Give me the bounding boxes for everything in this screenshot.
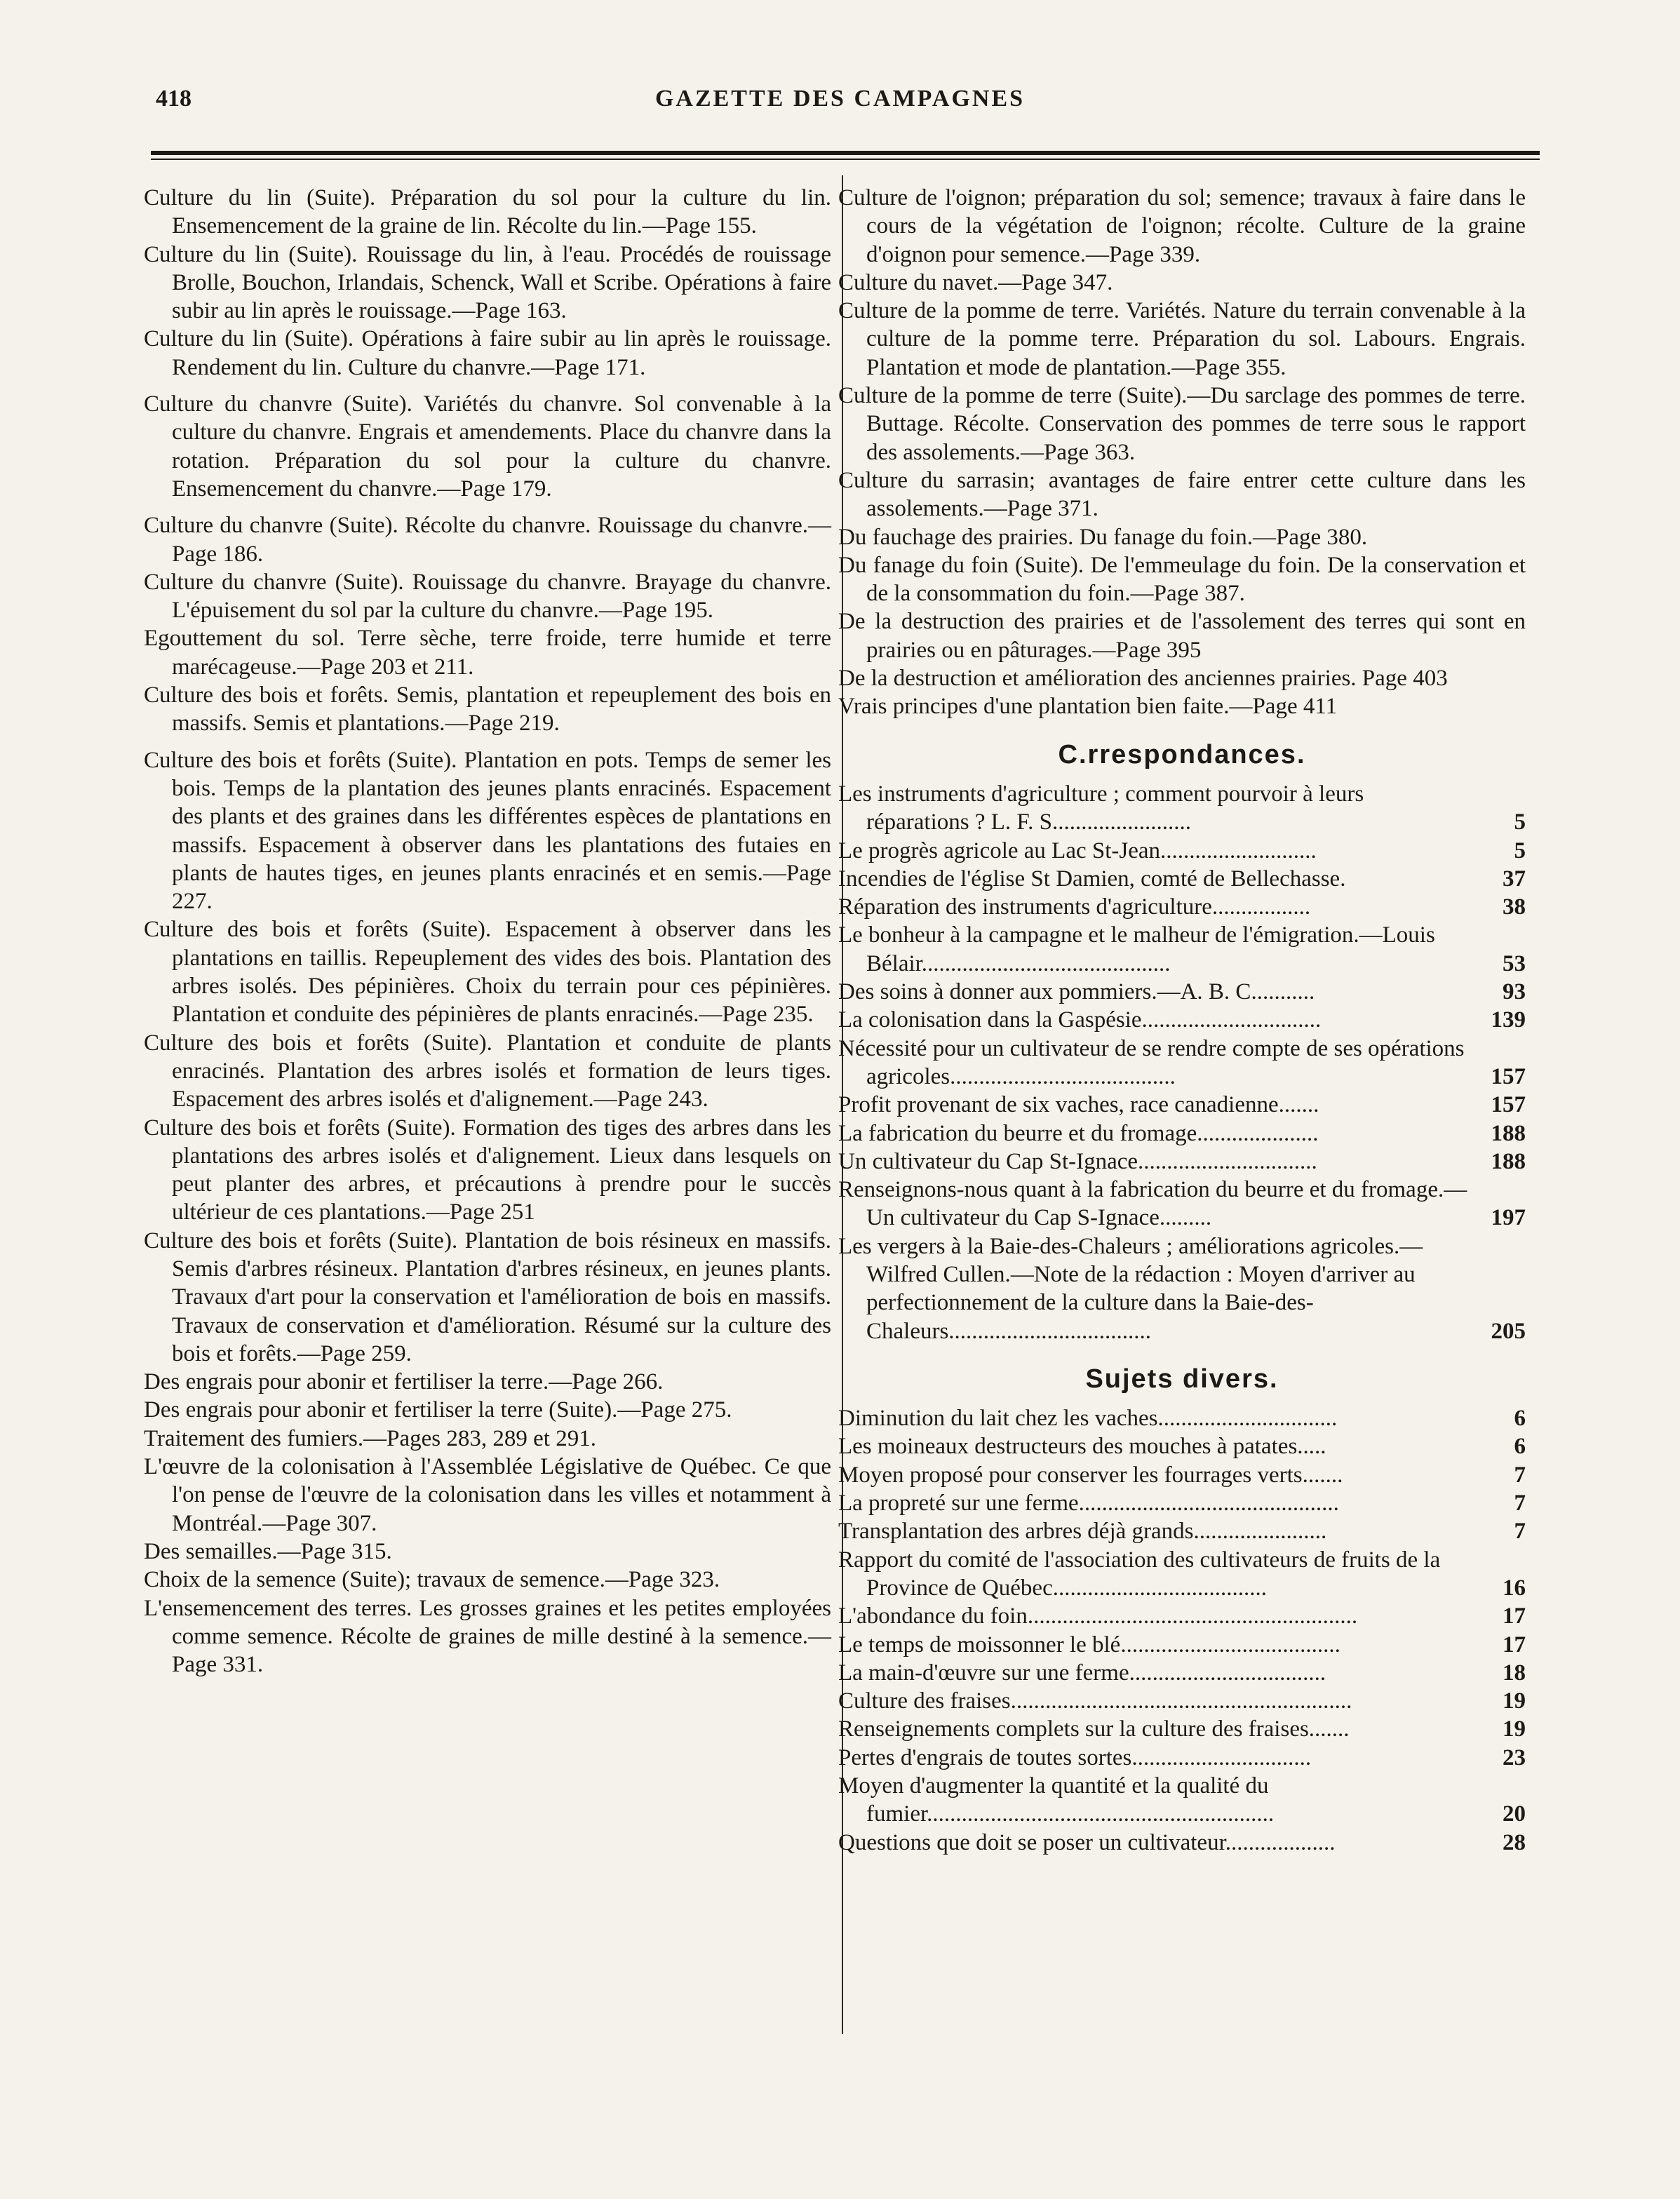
index-entry: Culture du lin (Suite). Opérations à faire subir au lin après le rouissage. Rendement du lin. Culture du chanvre.—Page 171. xyxy=(144,326,831,380)
index-entry: Vrais principes d'une plantation bien faite.—Page 411 xyxy=(838,694,1338,720)
toc-row xyxy=(838,1687,1526,1715)
index-entry: Culture des bois et forêts (Suite). Formation des tiges des arbres dans les plantations des arbres isolés et d'alignement. Lieux dans lesquels on peut planter des arbres, et précautions à prendre pour le succès ultérieur de ces plantations.—Page 251 xyxy=(144,1115,831,1225)
toc-text: Rapport du comité de l'association des cultivateurs de fruits de la Province de Québec..................................... xyxy=(838,1547,1441,1601)
toc-row xyxy=(838,1715,1526,1743)
toc-text: Réparation des instruments d'agriculture................. xyxy=(838,894,1311,920)
index-entry: Des engrais pour abonir et fertiliser la terre.—Page 266. xyxy=(144,1369,664,1395)
toc-row xyxy=(838,921,1526,978)
index-entry: Culture des bois et forêts. Semis, plantation et repeuplement des bois en massifs. Semis et plantations.—Page 219. xyxy=(144,682,831,737)
toc-text: Nécessité pour un cultivateur de se rendre compte de ses opérations agricoles....................................... xyxy=(838,1035,1465,1089)
toc-row xyxy=(838,1602,1526,1630)
toc-row xyxy=(838,1148,1526,1176)
toc-text: La main-d'œuvre sur une ferme.................................. xyxy=(838,1660,1326,1686)
toc-text: Transplantation des arbres déjà grands....................... xyxy=(838,1519,1327,1545)
toc-row xyxy=(838,1232,1526,1345)
toc-page: 5 xyxy=(1514,809,1526,835)
toc-row xyxy=(838,1176,1526,1232)
index-entry: Choix de la semence (Suite); travaux de semence.—Page 323. xyxy=(144,1567,720,1593)
toc-text: Les instruments d'agriculture ; comment pourvoir à leurs réparations ? L. F. S........................ xyxy=(838,781,1364,835)
toc-page: 19 xyxy=(1503,1688,1526,1714)
toc-text: Pertes d'engrais de toutes sortes............................... xyxy=(838,1744,1312,1770)
toc-text: Renseignons-nous quant à la fabrication du beurre et du fromage.—Un cultivateur du Cap S-Ignace......... xyxy=(838,1177,1467,1231)
toc-page: 20 xyxy=(1503,1801,1526,1827)
toc-page: 38 xyxy=(1503,894,1526,920)
toc-page: 23 xyxy=(1503,1744,1526,1770)
toc-text: Renseignements complets sur la culture des fraises....... xyxy=(838,1716,1350,1742)
index-entry: Egouttement du sol. Terre sèche, terre froide, terre humide et terre marécageuse.—Page 203 et 211. xyxy=(144,626,831,680)
index-entry: L'œuvre de la colonisation à l'Assemblée Législative de Québec. Ce que l'on pense de l'œuvre de la colonisation dans les villes et notamment à Montréal.—Page 307. xyxy=(144,1454,831,1536)
toc-page: 7 xyxy=(1514,1519,1526,1545)
toc-page: 188 xyxy=(1491,1148,1526,1174)
toc-text: Diminution du lait chez les vaches............................... xyxy=(838,1406,1338,1432)
toc-row xyxy=(838,1631,1526,1659)
index-entry: Culture du sarrasin; avantages de faire entrer cette culture dans les assolements.—Page 371. xyxy=(838,467,1526,522)
toc-row xyxy=(838,893,1526,921)
toc-text: Moyen d'augmenter la quantité et la qualité du fumier............................................................ xyxy=(838,1773,1275,1827)
index-entry: Culture de l'oignon; préparation du sol; semence; travaux à faire dans le cours de la végétation de l'oignon; récolte. Culture de la graine d'oignon pour semence.—Page 339. xyxy=(838,185,1526,267)
toc-text: Profit provenant de six vaches, race canadienne....... xyxy=(838,1092,1319,1118)
toc-row xyxy=(838,1091,1526,1119)
toc-page: 205 xyxy=(1491,1318,1526,1344)
index-entry: Culture du chanvre (Suite). Rouissage du chanvre. Brayage du chanvre. L'épuisement du sol par la culture du chanvre.—Page 195. xyxy=(144,569,831,624)
index-entry: De la destruction et amélioration des anciennes prairies. Page 403 xyxy=(838,666,1448,692)
toc-text: Questions que doit se poser un cultivateur................... xyxy=(838,1829,1336,1855)
toc-row xyxy=(838,1489,1526,1517)
toc-page: 5 xyxy=(1514,838,1526,863)
toc-page: 157 xyxy=(1491,1063,1526,1089)
toc-row xyxy=(838,1659,1526,1687)
running-header-title: GAZETTE DES CAMPAGNES xyxy=(654,86,1026,112)
toc-page: 53 xyxy=(1503,950,1526,976)
toc-page: 19 xyxy=(1503,1716,1526,1742)
toc-page: 18 xyxy=(1503,1660,1526,1686)
index-entry: Des semailles.—Page 315. xyxy=(144,1538,392,1564)
toc-row xyxy=(838,1517,1526,1545)
section-heading-sujets-divers: Sujets divers. xyxy=(1085,1364,1279,1394)
section-heading-correspondances: C.rrespondances. xyxy=(1058,739,1306,769)
toc-row xyxy=(838,1772,1526,1829)
index-entry: L'ensemencement des terres. Les grosses graines et les petites employées comme semence. Récolte de graines de mille destiné à la semence.—Page 331. xyxy=(144,1595,831,1678)
toc-row xyxy=(838,1432,1526,1460)
toc-text: Des soins à donner aux pommiers.—A. B. C........... xyxy=(838,979,1315,1005)
index-entry: Culture du lin (Suite). Préparation du sol pour la culture du lin. Ensemencement de la graine de lin. Récolte du lin.—Page 155. xyxy=(144,185,831,239)
index-entry: Culture du chanvre (Suite). Récolte du chanvre. Rouissage du chanvre.—Page 186. xyxy=(144,513,831,567)
toc-text: Moyen proposé pour conserver les fourrages verts....... xyxy=(838,1462,1343,1488)
toc-text: La propreté sur une ferme............................................. xyxy=(838,1491,1339,1517)
index-entry: De la destruction des prairies et de l'assolement des terres qui sont en prairies ou en pâturages.—Page 395 xyxy=(838,609,1526,663)
toc-page: 37 xyxy=(1503,866,1526,892)
toc-row xyxy=(838,1829,1526,1857)
toc-text: La colonisation dans la Gaspésie............................... xyxy=(838,1007,1322,1033)
index-entry: Du fauchage des prairies. Du fanage du foin.—Page 380. xyxy=(838,524,1368,550)
index-entry: Du fanage du foin (Suite). De l'emmeulage du foin. De la conservation et de la consommation du foin.—Page 387. xyxy=(838,552,1526,607)
toc-page: 17 xyxy=(1503,1632,1526,1657)
left-column xyxy=(144,184,831,1679)
toc-text: Le bonheur à la campagne et le malheur de l'émigration.—Louis Bélair........................................... xyxy=(838,922,1435,976)
toc-text: Les vergers à la Baie-des-Chaleurs ; améliorations agricoles.—Wilfred Cullen.—Note de la rédaction : Moyen d'arriver au perfectionnement de la culture dans la Baie-des-Chaleurs................................... xyxy=(838,1233,1423,1344)
toc-row xyxy=(838,978,1526,1006)
right-column xyxy=(838,184,1526,1857)
index-entry: Culture des bois et forêts (Suite). Plantation en pots. Temps de semer les bois. Temps de la plantation des jeunes plants enracinés. Espacement des plants et des graines dans les différentes espèces de plantations en massifs. Espacement à observer dans les plantations des futaies en plants de hautes tiges, en jeunes plants enracinés et en semis.—Page 227. xyxy=(144,747,831,915)
toc-page: 6 xyxy=(1514,1434,1526,1460)
toc-row xyxy=(838,1404,1526,1432)
toc-page: 16 xyxy=(1503,1575,1526,1601)
toc-text: Les moineaux destructeurs des mouches à patates..... xyxy=(838,1434,1326,1460)
toc-page: 6 xyxy=(1514,1406,1526,1432)
header-rule-thin xyxy=(151,159,1540,160)
page-number: 418 xyxy=(156,86,191,112)
toc-row xyxy=(838,1006,1526,1034)
header-rule-thick xyxy=(151,151,1540,155)
index-entry: Culture du lin (Suite). Rouissage du lin, à l'eau. Procédés de rouissage Brolle, Bouchon, Irlandais, Schenck, Wall et Scribe. Opérations à faire subir au lin après le rouissage.—Page 163. xyxy=(144,241,831,324)
toc-page: 17 xyxy=(1503,1603,1526,1629)
index-entry: Culture des bois et forêts (Suite). Plantation et conduite de plants enracinés. Plantation des arbres isolés et formation de leurs tiges. Espacement des arbres isolés et d'alignement.—Page 243. xyxy=(144,1030,831,1112)
toc-text: Culture des fraises........................................................... xyxy=(838,1688,1352,1714)
toc-row xyxy=(838,837,1526,865)
toc-row xyxy=(838,1119,1526,1148)
index-entry: Des engrais pour abonir et fertiliser la terre (Suite).—Page 275. xyxy=(144,1397,732,1423)
index-entry: Culture du chanvre (Suite). Variétés du chanvre. Sol convenable à la culture du chanvre. Engrais et amendements. Place du chanvre dans la rotation. Préparation du sol pour la culture du chanvre. Ensemencement du chanvre.—Page 179. xyxy=(144,391,831,502)
index-entry: Culture du navet.—Page 347. xyxy=(838,269,1113,295)
toc-row xyxy=(838,1035,1526,1091)
toc-page: 7 xyxy=(1514,1462,1526,1488)
index-entry: Culture des bois et forêts (Suite). Espacement à observer dans les plantations en taillis. Repeuplement des vides des bois. Plantation des arbres isolés. Des pépinières. Choix du terrain pour ces pépinières. Plantation et conduite des pépinières de plants enracinés.—Page 235. xyxy=(144,917,831,1028)
toc-page: 188 xyxy=(1491,1120,1526,1146)
toc-text: Le progrès agricole au Lac St-Jean........................... xyxy=(838,838,1317,863)
toc-page: 139 xyxy=(1491,1007,1526,1033)
toc-row xyxy=(838,1461,1526,1489)
toc-page: 93 xyxy=(1503,979,1526,1005)
toc-page: 197 xyxy=(1491,1205,1526,1231)
toc-row xyxy=(838,1546,1526,1603)
toc-row xyxy=(838,865,1526,893)
toc-page: 28 xyxy=(1503,1829,1526,1855)
toc-text: Le temps de moissonner le blé...................................... xyxy=(838,1632,1340,1657)
index-entry: Traitement des fumiers.—Pages 283, 289 et 291. xyxy=(144,1425,596,1451)
toc-page: 7 xyxy=(1514,1491,1526,1517)
index-entry: Culture de la pomme de terre (Suite).—Du sarclage des pommes de terre. Buttage. Récolte. Conservation des pommes de terre sous le rapport des assolements.—Page 363. xyxy=(838,383,1526,465)
toc-text: L'abondance du foin......................................................... xyxy=(838,1603,1358,1629)
index-entry: Culture des bois et forêts (Suite). Plantation de bois résineux en massifs. Semis d'arbres résineux. Plantation d'arbres résineux, en jeunes plants. Travaux d'art pour la conservation et l'amélioration de bois en massifs. Travaux de conservation et d'amélioration. Résumé sur la culture des bois et forêts.—Page 259. xyxy=(144,1228,831,1366)
toc-row xyxy=(838,1744,1526,1772)
toc-text: La fabrication du beurre et du fromage..................... xyxy=(838,1120,1319,1146)
toc-row xyxy=(838,780,1526,837)
toc-page: 157 xyxy=(1491,1092,1526,1118)
toc-text: Incendies de l'église St Damien, comté de Bellechasse. xyxy=(838,866,1346,892)
index-entry: Culture de la pomme de terre. Variétés. Nature du terrain convenable à la culture de la pomme terre. Préparation du sol. Labours. Engrais. Plantation et mode de plantation.—Page 355. xyxy=(838,298,1526,380)
toc-text: Un cultivateur du Cap St-Ignace............................... xyxy=(838,1148,1317,1174)
